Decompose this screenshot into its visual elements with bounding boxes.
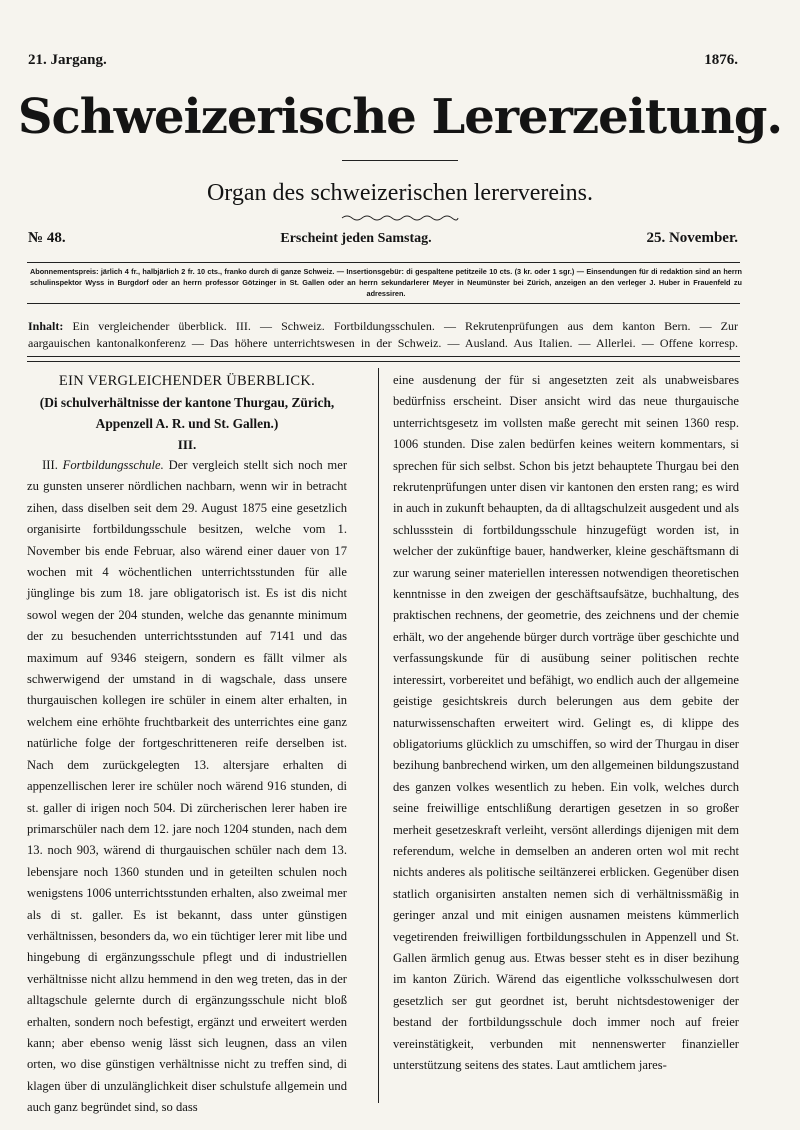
year: 1876. — [704, 52, 738, 68]
rule-bottom-double — [27, 361, 740, 362]
rule-mid — [27, 303, 740, 304]
lead-italic: Fortbildungsschule. — [62, 458, 164, 472]
column-divider — [378, 368, 379, 1103]
volume: 21. Jargang. — [28, 52, 107, 68]
left-column — [27, 370, 347, 1119]
rule-bottom — [27, 356, 740, 357]
right-column — [393, 370, 739, 1076]
lead-number: III. — [42, 458, 58, 472]
contents-label: Inhalt: — [28, 319, 64, 333]
table-of-contents — [28, 318, 738, 352]
contents-line-1: Ein vergleichender überblick. III. — Schweiz. Fortbildungsschulen. — Rekrutenprüfungen aus dem kanton Bern. — Zur — [72, 319, 739, 333]
article-title: EIN VERGLEICHENDER ÜBERBLICK. — [58, 373, 316, 389]
left-body: Der vergleich stellt sich noch mer zu gunsten unserer nördlichen nachbarn, wenn wir in betracht zihen, dass diselben seit dem 29. August 1875 eine gesetzlich organisirte fortbildungsschule besitzen, welche vom 1. November bis ende Februar, also wärend einer dauer von 17 wochen mit 4 wöchentlichen unterrichtsstunden für alle jünglinge bis zum 18. jare obligatorisch ist. Es ist dis nicht sowol wegen der 204 stunden, welche das genannte minimum der zu besuchenden unterrichtsstunden auf 7141 und das maximum auf 9346 steigern, sondern es fällt vilmer als schwerwigend der umstand in di wagschale, dass unsere thurgauischen kollegen ire schüler in einem alter erhalten, in welchem eine erhöhte fruchtbarkeit des unterrichtes eine ganz natürliche folge der fortgeschritteneren reife derselben ist. Nach dem zurückgelegten 13. altersjare erhalten di appenzellischen lerer ire schüler noch wärend 916 stunden, di st. galler di irigen noch 504. Di zürcherischen lerer haben ire primarschüler nach dem 12. jare noch 1204 stunden, nach dem 13. noch 903, wärend di thurgauischen schüler nach dem 13. lebensjare noch 1360 stunden und in geteilten schulen noch wenigstens 1006 unterrichtsstunden erhalten, also zweimal mer als di st. galler. Es ist bekannt, dass unter günstigen verhältnissen, besonders da, wo ein tüchtiger lerer mit libe und hingebung di ergänzungsschule pflegt und di industriellen verhältnisse nicht allzu hemmend in den weg treten, das in der alltagschule gelernte durch di ergänzungsschule nicht bloß erhalten, sondern noch befestigt, ergänzt und erweitert werden kann; aber ebenso wenig lässt sich leugnen, dass an vilen orten, wo dise günstigen verhältnisse nicht zu treffen sind, di klagen über di unzulänglichkeit diser schulstufe allgemein und auch ganz begründet sind, so dass — [27, 458, 348, 1115]
masthead-title: Schweizerische Lererzeitung. — [17, 89, 783, 145]
issue-number: № 48. — [28, 230, 66, 246]
contents-line-2: aargauischen kantonalkonferenz — Das höhere unterrichtswesen in der Schweiz. — Ausland. Aus Italien. — Allerlei. — Offene korresp. — [28, 336, 738, 350]
article-subtitle: (Di schulverhältnisse der kantone Thurgau, Zürich, Appenzell A. R. und St. Gallen.) — [39, 395, 335, 431]
subscription-info: Abonnementspreis: järlich 4 fr., halbjärlich 2 fr. 10 cts., franko durch di ganze Schweiz. — Insertionsgebür: di gespaltene petitzeile 10 cts. (3 kr. oder 1 sgr.) — Einsendungen für di redaktion sind an herrn schulinspektor Wyss in Burgdorf oder an herrn professor Götzinger in St. Gallen oder an herrn sekundarlerer Meyer in Neumünster bei Zürich, anzeigen an den verleger J. Huber in Frauenfeld zu adressiren. — [30, 267, 742, 298]
masthead-subtitle: Organ des schweizerischen lerervereins. — [206, 180, 594, 206]
article-left-text — [27, 455, 347, 1119]
rule-top — [27, 262, 740, 263]
issue-date: 25. November. — [646, 230, 738, 246]
issue-line — [28, 230, 738, 247]
article-right-text: eine ausdenung der für si angesetzten zeit als unabweisbares bedürfniss erscheint. Diser ansicht wird das neue thurgauische unterrichtsgesetz im vollsten maße gerecht mit seinen 1360 resp. 1006 stunden. Dise zalen bedürfen keines weitern kommentars, si sprechen für sich selbst. Schon bis jetzt behauptete Thurgau bei den rekrutenprüfungen unter disen vir kantonen den ersten rang; es wird in auch in zukunft behaupten, da di alltagschulzeit ausgedent und als schlussstein di fortbildungsschule hinzugefügt worden ist, in welcher der zukünftige bauer, handwerker, kleine geschäftsmann di zur warung seiner materiellen interessen notwendigen theoretischen kenntnisse in den zweigen der geschäftsaufsätze, buchhaltung, des praktischen rechnens, der geometrie, des zeichnens und der chemie erhält, wo der angehende bürger durch vorträge über geschichte und verfassungskunde für di ausübung seiner politischen rechte interessirt, vorbereitet und befähigt, wo endlich auch der allgemeine geistige gesichtskreis durch belerungen aus dem gebite der naturwissenschaften erweitert wird. Gelingt es, di klippe des obligatoriums glücklich zu umschiffen, so wird der Thurgau in diser bezihung banbrechend wirken, um den allgemeinen bildungszustand des ganzen volkes wesentlich zu heben. Ein volk, welches durch seine freiwillige entschlißung derartigen gesetzen in so großer merheit gesetzeskraft verleiht, versönt allerdings dijenigen mit dem referendum, welche in demselben an anderen orten wol mit recht nichts anderes als politische seiltänzerei erblicken. Gegenüber disen statlich organisirten anstalten nemen sich di verhältnissmäßig in geringer anzal und mit einigen ausnamen meistens kümmerlich vegetirenden freiwilligen fortbildungsschulen in Appenzell und St. Gallen ärmlich genug aus. Etwas besser steht es in diser bezihung im kanton Zürich. Wärend das eigentliche volksschulwesen dort gesetzlich ser gut geordnet ist, beruht nichtsdestoweniger der bestand der fortbildungsschule doch immer noch auf freier vereinstätigkeit, verbunden mit nennenswerter finanzieller unterstützung seitens des states. Laut amtlichem jares- — [393, 373, 739, 1072]
ornament-divider — [340, 214, 460, 222]
article-part: III. — [177, 437, 197, 452]
frequency: Erscheint jeden Samstag. — [280, 231, 432, 246]
top-line — [28, 52, 738, 69]
title-divider — [342, 160, 458, 161]
